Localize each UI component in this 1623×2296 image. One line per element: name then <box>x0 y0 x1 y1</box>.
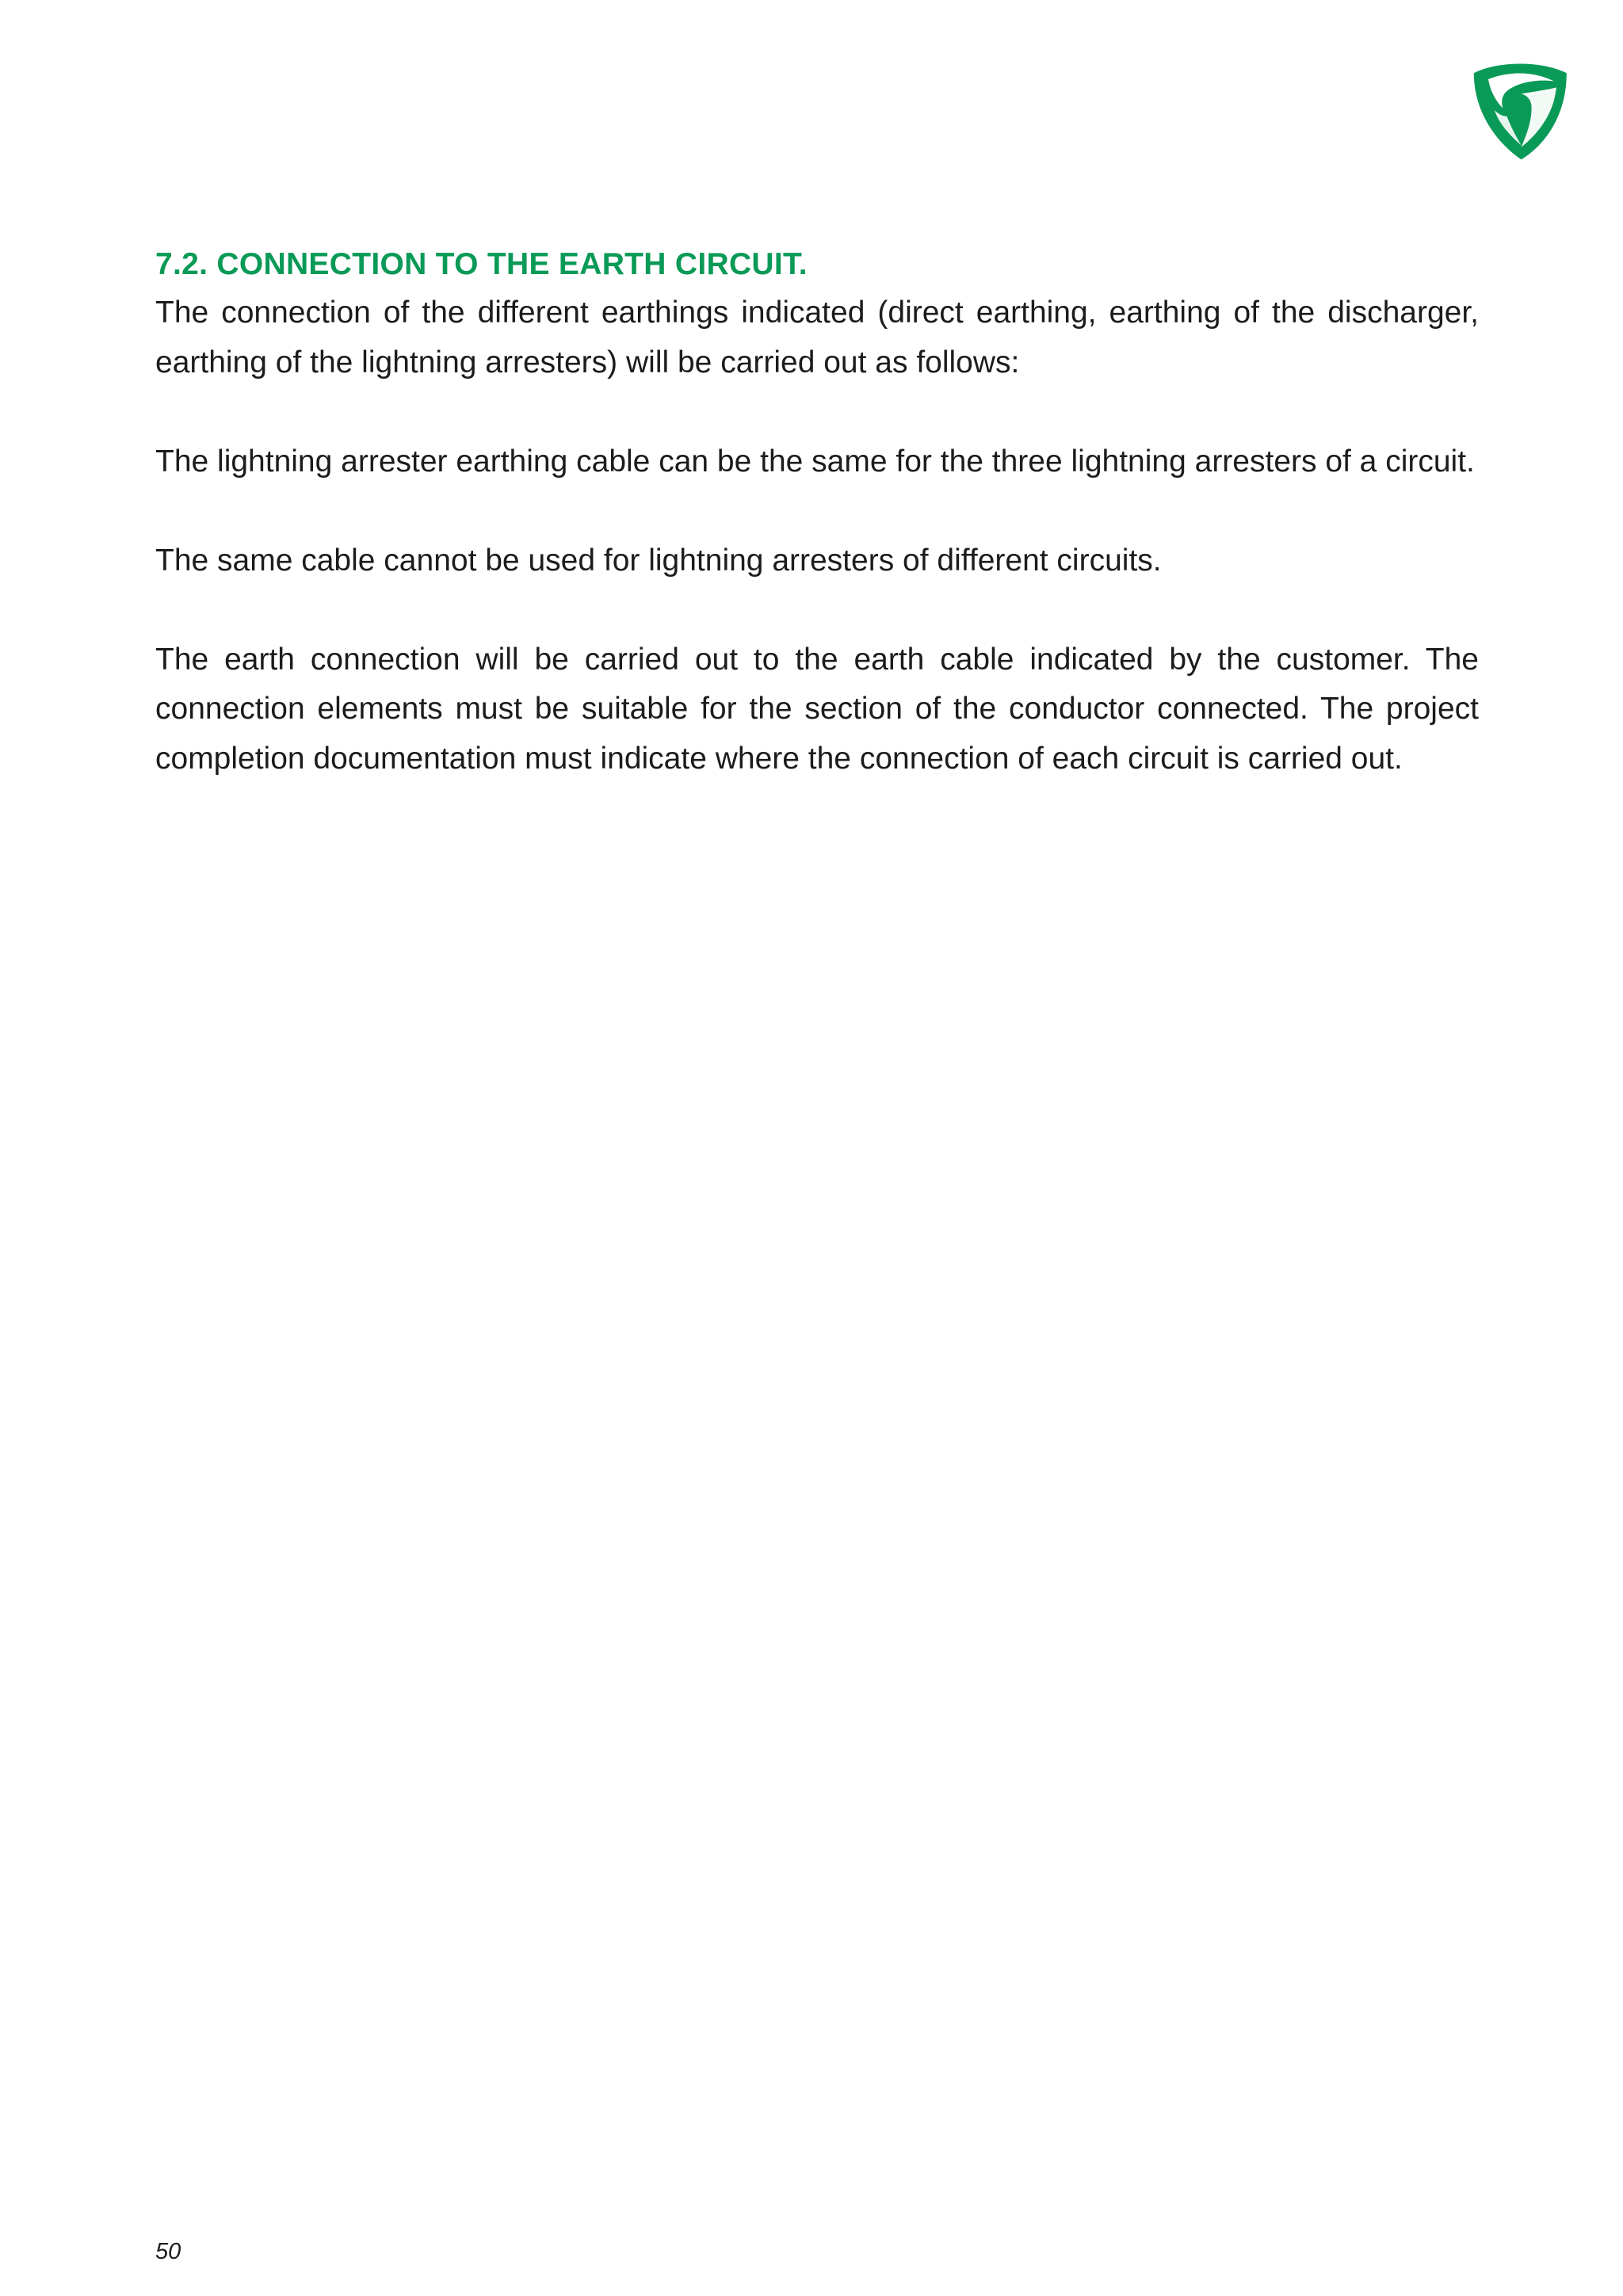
section-title: 7.2. CONNECTION TO THE EARTH CIRCUIT. <box>155 247 808 281</box>
green-shield-swirl-icon <box>1468 59 1571 162</box>
paragraph-earth-connection: The earth connection will be carried out to the earth cable indicated by the customer. The connection elements must be suitable for the section of the conductor connected. The project completion documentation must indicate where the connection of each circuit is carried out. <box>155 642 1479 776</box>
section-content <box>155 241 1479 784</box>
paragraph-different-circuits: The same cable cannot be used for lightning arresters of different circuits. <box>155 543 1162 578</box>
paragraph-earthing-intro: The connection of the different earthings indicated (direct earthing, earthing of the discharger, earthing of the lightning arresters) will be carried out as follows: <box>155 296 1479 379</box>
page-number: 50 <box>155 2239 181 2264</box>
paragraph-arrester-cable: The lightning arrester earthing cable can be the same for the three lightning arresters of a circuit. <box>155 444 1475 479</box>
